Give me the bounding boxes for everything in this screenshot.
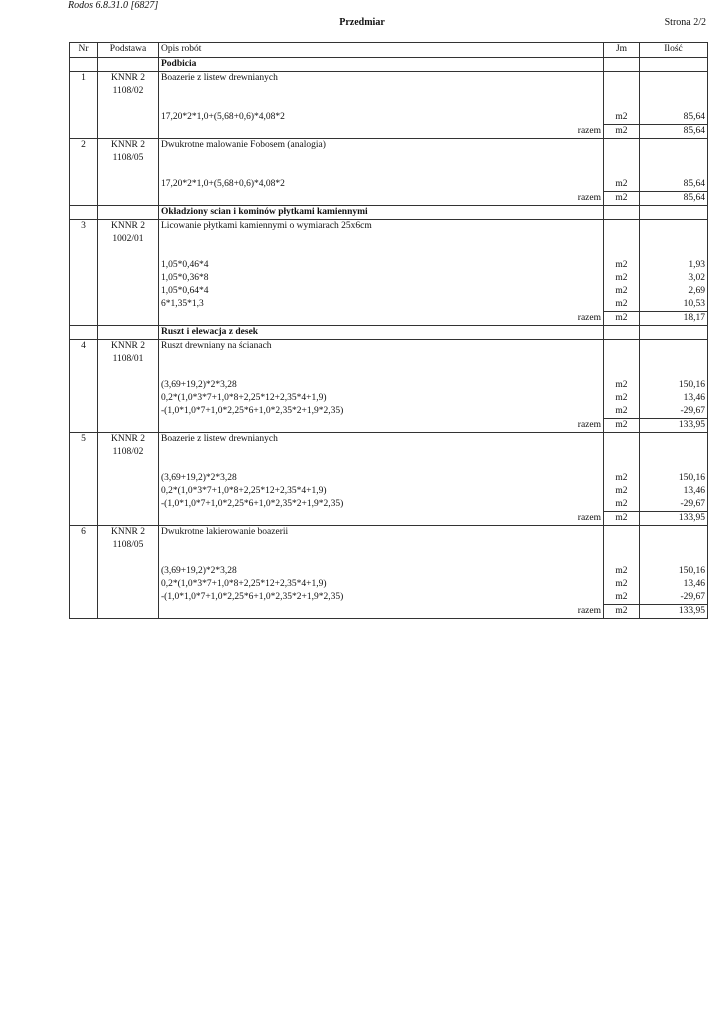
ilosc-cell (640, 139, 708, 166)
spacer-cell (640, 98, 708, 111)
quantity: 13,46 (640, 578, 708, 591)
total-row (70, 605, 708, 619)
nr-cell (70, 58, 98, 72)
quantity: 85,64 (640, 178, 708, 192)
total-row (70, 419, 708, 433)
item-number: 1 (70, 72, 98, 99)
jm-cell (604, 139, 640, 166)
page-number: Strona 2/2 (664, 17, 706, 28)
nr-cell (70, 578, 98, 591)
quantity: 2,69 (640, 285, 708, 298)
calculation-row (70, 578, 708, 591)
basis-position: 1108/02 (112, 447, 144, 457)
calculation-formula: 17,20*2*1,0+(5,68+0,6)*4,08*2 (159, 178, 604, 192)
basis-position: 1002/01 (112, 234, 144, 244)
podstawa-cell (98, 192, 159, 206)
spacer-cell (604, 366, 640, 379)
total-quantity: 85,64 (640, 125, 708, 139)
total-label: razem (159, 192, 604, 206)
quantity: 13,46 (640, 485, 708, 498)
spacer-cell (98, 246, 159, 259)
item-row (70, 526, 708, 553)
nr-cell (70, 472, 98, 485)
cost-estimate-table (69, 42, 708, 619)
nr-cell (70, 312, 98, 326)
spacer-cell (640, 165, 708, 178)
podstawa-cell (98, 379, 159, 392)
quantity: 1,93 (640, 259, 708, 272)
ilosc-cell (640, 526, 708, 553)
spacer-cell (159, 165, 604, 178)
section-row (70, 58, 708, 72)
podstawa-cell (98, 498, 159, 512)
unit: m2 (604, 259, 640, 272)
ilosc-cell (640, 326, 708, 340)
spacer-cell (640, 459, 708, 472)
spacer-row (70, 98, 708, 111)
section-title: Okładziony scian i kominów płytkami kamiennymi (159, 206, 604, 220)
calculation-row (70, 565, 708, 578)
nr-cell (70, 285, 98, 298)
section-title: Ruszt i elewacja z desek (159, 326, 604, 340)
ilosc-cell (640, 72, 708, 99)
nr-cell (70, 565, 98, 578)
item-basis (98, 139, 159, 166)
calculation-row (70, 485, 708, 498)
nr-cell (70, 206, 98, 220)
calculation-row (70, 259, 708, 272)
total-label: razem (159, 605, 604, 619)
nr-cell (70, 192, 98, 206)
quantity: 150,16 (640, 565, 708, 578)
basis-position: 1108/05 (112, 153, 144, 163)
nr-cell (70, 485, 98, 498)
spacer-cell (604, 459, 640, 472)
podstawa-cell (98, 605, 159, 619)
spacer-cell (70, 98, 98, 111)
nr-cell (70, 392, 98, 405)
calculation-formula: 1,05*0,64*4 (159, 285, 604, 298)
nr-cell (70, 498, 98, 512)
item-description: Boazerie z listew drewnianych (159, 433, 604, 460)
jm-cell (604, 326, 640, 340)
column-header-ilosc: Ilość (640, 43, 708, 58)
spacer-cell (70, 459, 98, 472)
total-unit: m2 (604, 605, 640, 619)
quantity: 85,64 (640, 111, 708, 125)
spacer-cell (159, 459, 604, 472)
calculation-formula: 0,2*(1,0*3*7+1,0*8+2,25*12+2,35*4+1,9) (159, 578, 604, 591)
podstawa-cell (98, 312, 159, 326)
spacer-cell (604, 552, 640, 565)
calculation-row (70, 498, 708, 512)
basis-catalog: KNNR 2 (110, 434, 146, 444)
spacer-cell (98, 459, 159, 472)
jm-cell (604, 340, 640, 367)
spacer-row (70, 552, 708, 565)
total-unit: m2 (604, 512, 640, 526)
item-number: 4 (70, 340, 98, 367)
quantity: 150,16 (640, 379, 708, 392)
spacer-cell (604, 165, 640, 178)
calculation-formula: 17,20*2*1,0+(5,68+0,6)*4,08*2 (159, 111, 604, 125)
calculation-row (70, 379, 708, 392)
spacer-cell (98, 165, 159, 178)
nr-cell (70, 272, 98, 285)
podstawa-cell (98, 178, 159, 192)
item-description: Dwukrotne lakierowanie boazerii (159, 526, 604, 553)
podstawa-cell (98, 512, 159, 526)
spacer-cell (70, 366, 98, 379)
quantity: -29,67 (640, 591, 708, 605)
unit: m2 (604, 272, 640, 285)
section-row (70, 326, 708, 340)
spacer-cell (640, 246, 708, 259)
item-basis (98, 340, 159, 367)
spacer-cell (159, 98, 604, 111)
item-row (70, 340, 708, 367)
spacer-cell (159, 366, 604, 379)
calculation-row (70, 298, 708, 312)
total-quantity: 18,17 (640, 312, 708, 326)
spacer-cell (98, 366, 159, 379)
item-description: Dwukrotne malowanie Fobosem (analogia) (159, 139, 604, 166)
basis-catalog: KNNR 2 (110, 527, 146, 537)
total-label: razem (159, 312, 604, 326)
podstawa-cell (98, 58, 159, 72)
total-label: razem (159, 419, 604, 433)
quantity: -29,67 (640, 405, 708, 419)
podstawa-cell (98, 206, 159, 220)
podstawa-cell (98, 472, 159, 485)
item-description: Boazerie z listew drewnianych (159, 72, 604, 99)
spacer-row (70, 246, 708, 259)
calculation-formula: 6*1,35*1,3 (159, 298, 604, 312)
jm-cell (604, 526, 640, 553)
spacer-row (70, 459, 708, 472)
calculation-formula: -(1,0*1,0*7+1,0*2,25*6+1,0*2,35*2+1,9*2,35) (159, 498, 604, 512)
podstawa-cell (98, 326, 159, 340)
unit: m2 (604, 472, 640, 485)
calculation-row (70, 285, 708, 298)
unit: m2 (604, 405, 640, 419)
spacer-cell (70, 246, 98, 259)
basis-position: 1108/02 (112, 86, 144, 96)
item-row (70, 220, 708, 247)
ilosc-cell (640, 58, 708, 72)
calculation-row (70, 178, 708, 192)
podstawa-cell (98, 405, 159, 419)
calculation-formula: (3,69+19,2)*2*3,28 (159, 565, 604, 578)
calculation-row (70, 272, 708, 285)
jm-cell (604, 72, 640, 99)
section-row (70, 206, 708, 220)
unit: m2 (604, 379, 640, 392)
basis-position: 1108/01 (112, 354, 144, 364)
calculation-row (70, 392, 708, 405)
jm-cell (604, 220, 640, 247)
quantity: 150,16 (640, 472, 708, 485)
total-row (70, 312, 708, 326)
basis-catalog: KNNR 2 (110, 341, 146, 351)
podstawa-cell (98, 591, 159, 605)
unit: m2 (604, 485, 640, 498)
unit: m2 (604, 498, 640, 512)
unit: m2 (604, 565, 640, 578)
table-body (70, 58, 708, 619)
document-title: Przedmiar (339, 17, 385, 28)
item-basis (98, 526, 159, 553)
total-quantity: 133,95 (640, 512, 708, 526)
quantity: 10,53 (640, 298, 708, 312)
nr-cell (70, 259, 98, 272)
quantity: 13,46 (640, 392, 708, 405)
podstawa-cell (98, 392, 159, 405)
spacer-cell (604, 246, 640, 259)
podstawa-cell (98, 125, 159, 139)
basis-catalog: KNNR 2 (110, 140, 146, 150)
item-number: 6 (70, 526, 98, 553)
item-basis (98, 433, 159, 460)
unit: m2 (604, 392, 640, 405)
total-unit: m2 (604, 125, 640, 139)
calculation-formula: 1,05*0,46*4 (159, 259, 604, 272)
column-header-opis: Opis robót (159, 43, 604, 58)
calculation-formula: -(1,0*1,0*7+1,0*2,25*6+1,0*2,35*2+1,9*2,35) (159, 405, 604, 419)
calculation-formula: (3,69+19,2)*2*3,28 (159, 379, 604, 392)
ilosc-cell (640, 340, 708, 367)
calculation-formula: 0,2*(1,0*3*7+1,0*8+2,25*12+2,35*4+1,9) (159, 392, 604, 405)
podstawa-cell (98, 285, 159, 298)
calculation-formula: 1,05*0,36*8 (159, 272, 604, 285)
item-description: Licowanie płytkami kamiennymi o wymiarach 25x6cm (159, 220, 604, 247)
total-label: razem (159, 125, 604, 139)
jm-cell (604, 206, 640, 220)
nr-cell (70, 605, 98, 619)
nr-cell (70, 591, 98, 605)
total-quantity: 133,95 (640, 605, 708, 619)
total-quantity: 85,64 (640, 192, 708, 206)
jm-cell (604, 58, 640, 72)
spacer-row (70, 165, 708, 178)
spacer-cell (98, 552, 159, 565)
podstawa-cell (98, 419, 159, 433)
nr-cell (70, 419, 98, 433)
spacer-cell (98, 98, 159, 111)
spacer-cell (70, 552, 98, 565)
section-title: Podbicia (159, 58, 604, 72)
spacer-cell (159, 246, 604, 259)
nr-cell (70, 379, 98, 392)
column-header-nr: Nr (70, 43, 98, 58)
calculation-row (70, 472, 708, 485)
total-unit: m2 (604, 192, 640, 206)
nr-cell (70, 125, 98, 139)
basis-catalog: KNNR 2 (110, 221, 146, 231)
spacer-cell (70, 165, 98, 178)
unit: m2 (604, 285, 640, 298)
column-header-jm: Jm (604, 43, 640, 58)
total-row (70, 125, 708, 139)
nr-cell (70, 298, 98, 312)
podstawa-cell (98, 272, 159, 285)
ilosc-cell (640, 206, 708, 220)
basis-catalog: KNNR 2 (110, 73, 146, 83)
basis-position: 1108/05 (112, 540, 144, 550)
podstawa-cell (98, 259, 159, 272)
calculation-row (70, 591, 708, 605)
calculation-row (70, 405, 708, 419)
calculation-row (70, 111, 708, 125)
podstawa-cell (98, 565, 159, 578)
total-quantity: 133,95 (640, 419, 708, 433)
ilosc-cell (640, 220, 708, 247)
item-row (70, 72, 708, 99)
nr-cell (70, 512, 98, 526)
program-version: Rodos 6.8.31.0 [6827] (68, 0, 159, 11)
unit: m2 (604, 178, 640, 192)
nr-cell (70, 326, 98, 340)
spacer-cell (159, 552, 604, 565)
total-label: razem (159, 512, 604, 526)
spacer-cell (604, 98, 640, 111)
podstawa-cell (98, 485, 159, 498)
total-row (70, 192, 708, 206)
column-header-podstawa: Podstawa (98, 43, 159, 58)
unit: m2 (604, 298, 640, 312)
item-number: 3 (70, 220, 98, 247)
item-number: 5 (70, 433, 98, 460)
quantity: -29,67 (640, 498, 708, 512)
ilosc-cell (640, 433, 708, 460)
calculation-formula: 0,2*(1,0*3*7+1,0*8+2,25*12+2,35*4+1,9) (159, 485, 604, 498)
nr-cell (70, 111, 98, 125)
item-row (70, 433, 708, 460)
unit: m2 (604, 111, 640, 125)
podstawa-cell (98, 578, 159, 591)
item-basis (98, 220, 159, 247)
spacer-cell (640, 366, 708, 379)
total-unit: m2 (604, 312, 640, 326)
spacer-row (70, 366, 708, 379)
item-description: Ruszt drewniany na ścianach (159, 340, 604, 367)
nr-cell (70, 178, 98, 192)
total-unit: m2 (604, 419, 640, 433)
calculation-formula: -(1,0*1,0*7+1,0*2,25*6+1,0*2,35*2+1,9*2,35) (159, 591, 604, 605)
unit: m2 (604, 591, 640, 605)
item-number: 2 (70, 139, 98, 166)
item-basis (98, 72, 159, 99)
calculation-formula: (3,69+19,2)*2*3,28 (159, 472, 604, 485)
total-row (70, 512, 708, 526)
quantity: 3,02 (640, 272, 708, 285)
item-row (70, 139, 708, 166)
podstawa-cell (98, 111, 159, 125)
nr-cell (70, 405, 98, 419)
spacer-cell (640, 552, 708, 565)
jm-cell (604, 433, 640, 460)
podstawa-cell (98, 298, 159, 312)
table-header-row (70, 43, 708, 58)
unit: m2 (604, 578, 640, 591)
